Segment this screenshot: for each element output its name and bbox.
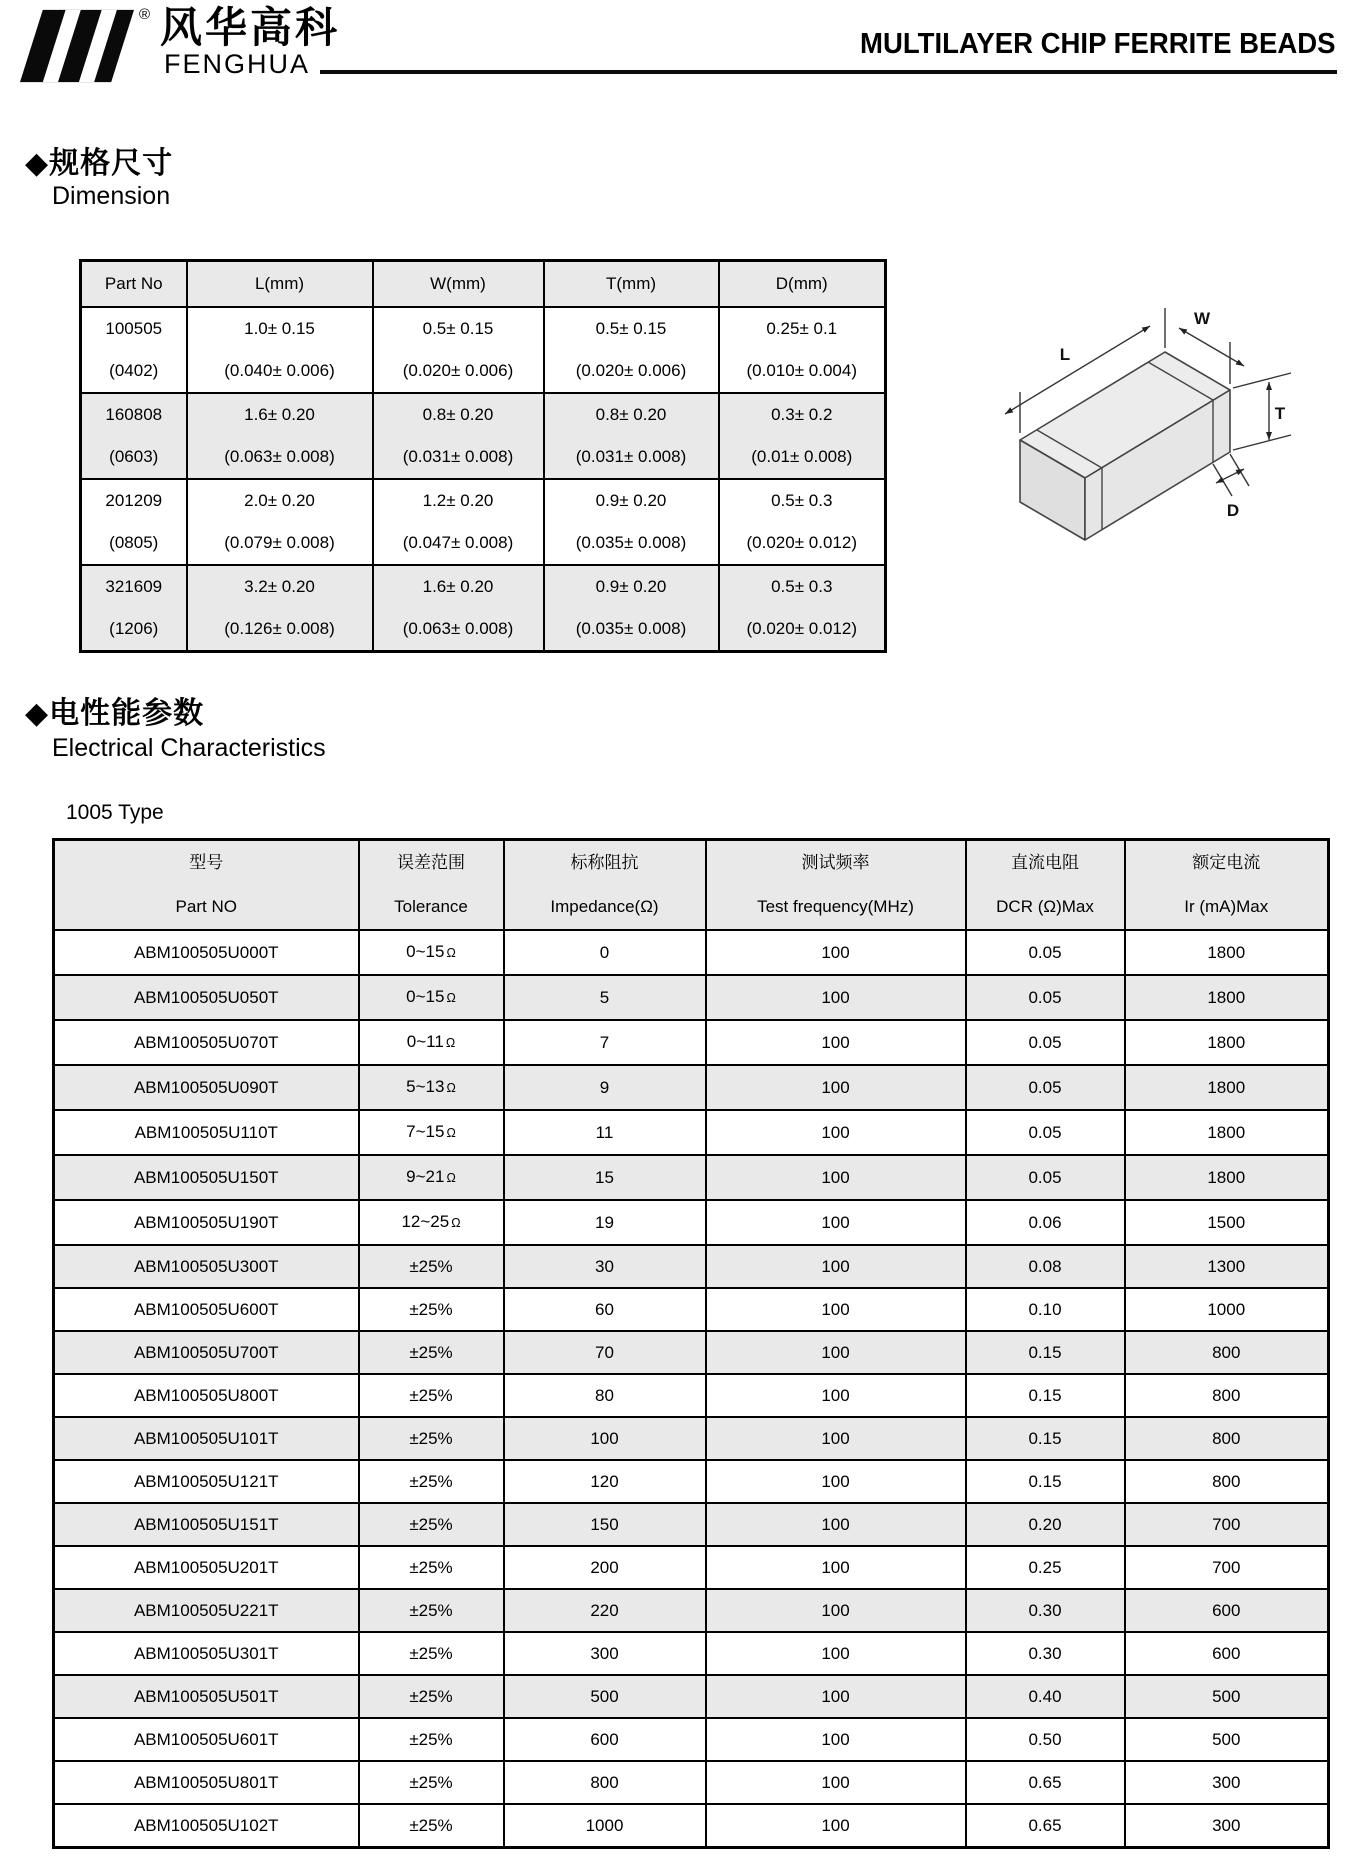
ir-cell: 1300: [1125, 1245, 1329, 1288]
test-frequency-cell: 100: [706, 975, 966, 1020]
diagram-label-w: W: [1193, 309, 1211, 328]
elec-table-row: [54, 1110, 1329, 1155]
elec-table-row: [54, 975, 1329, 1020]
ir-cell: 700: [1125, 1546, 1329, 1589]
cell-line: 321609: [105, 577, 163, 596]
section-heading-dimension-en: Dimension: [52, 182, 171, 210]
tolerance-cell: 0~15 Ω: [359, 975, 504, 1020]
header-label-en: Part NO: [175, 897, 237, 916]
tolerance-cell: ±25%: [359, 1675, 504, 1718]
dcr-cell: 0.06: [966, 1200, 1125, 1245]
dcr-cell: 0.05: [966, 1155, 1125, 1200]
cell-line: (0.063± 0.008): [224, 447, 335, 466]
cell-line: 1.6± 0.20: [422, 577, 494, 596]
t-cell: [544, 307, 719, 393]
elec-column-header: [706, 840, 966, 931]
impedance-cell: 800: [504, 1761, 706, 1804]
tolerance-cell: ±25%: [359, 1288, 504, 1331]
test-frequency-cell: 100: [706, 1417, 966, 1460]
cell-line: (0.079± 0.008): [224, 533, 335, 552]
fenghua-logo-icon: [18, 8, 136, 84]
dimension-table-row: [81, 565, 886, 652]
tolerance-cell: ±25%: [359, 1245, 504, 1288]
cell-line: (1206): [109, 619, 159, 638]
omega-symbol: Ω: [446, 1171, 456, 1185]
dcr-cell: 0.65: [966, 1804, 1125, 1848]
cell-line: (0805): [109, 533, 159, 552]
elec-table-row: [54, 1155, 1329, 1200]
t-cell: [544, 479, 719, 565]
part-no-cell: ABM100505U000T: [54, 930, 359, 975]
impedance-cell: 80: [504, 1374, 706, 1417]
tolerance-cell: 7~15 Ω: [359, 1110, 504, 1155]
dimension-table-row: [81, 479, 886, 565]
part-no-cell: ABM100505U150T: [54, 1155, 359, 1200]
cell-line: 1.6± 0.20: [244, 405, 315, 424]
ir-cell: 700: [1125, 1503, 1329, 1546]
dcr-cell: 0.30: [966, 1632, 1125, 1675]
cell-line: 0.5± 0.3: [771, 577, 833, 596]
omega-symbol: Ω: [446, 1081, 456, 1095]
impedance-cell: 200: [504, 1546, 706, 1589]
impedance-cell: 11: [504, 1110, 706, 1155]
elec-table-row: [54, 1761, 1329, 1804]
part-no-cell: ABM100505U151T: [54, 1503, 359, 1546]
impedance-cell: 300: [504, 1632, 706, 1675]
test-frequency-cell: 100: [706, 1288, 966, 1331]
ir-cell: 1800: [1125, 1155, 1329, 1200]
dcr-cell: 0.10: [966, 1288, 1125, 1331]
elec-column-header: [504, 840, 706, 931]
impedance-cell: 70: [504, 1331, 706, 1374]
ir-cell: 800: [1125, 1460, 1329, 1503]
elec-table-row: [54, 1632, 1329, 1675]
impedance-cell: 60: [504, 1288, 706, 1331]
cell-line: (0.035± 0.008): [575, 533, 687, 552]
tolerance-cell: ±25%: [359, 1589, 504, 1632]
elec-table-row: [54, 1288, 1329, 1331]
section-heading-electrical-cn: ◆电性能参数: [25, 697, 205, 730]
dimension-column-header: T(mm): [544, 261, 719, 308]
section-heading-electrical-en: Electrical Characteristics: [52, 734, 326, 762]
cell-line: (0.047± 0.008): [402, 533, 514, 552]
elec-table-row: [54, 1245, 1329, 1288]
part-no-cell: ABM100505U190T: [54, 1200, 359, 1245]
ir-cell: 800: [1125, 1331, 1329, 1374]
dcr-cell: 0.05: [966, 1110, 1125, 1155]
test-frequency-cell: 100: [706, 1200, 966, 1245]
elec-table-row: [54, 1589, 1329, 1632]
ir-cell: 1800: [1125, 1065, 1329, 1110]
omega-symbol: Ω: [451, 1216, 461, 1230]
cell-line: 3.2± 0.20: [244, 577, 315, 596]
part-no-cell: [81, 565, 187, 652]
impedance-cell: 0: [504, 930, 706, 975]
part-no-cell: ABM100505U090T: [54, 1065, 359, 1110]
cell-line: 1.2± 0.20: [422, 491, 494, 510]
impedance-cell: 15: [504, 1155, 706, 1200]
part-no-cell: ABM100505U800T: [54, 1374, 359, 1417]
part-no-cell: ABM100505U102T: [54, 1804, 359, 1848]
cell-line: 2.0± 0.20: [244, 491, 315, 510]
header-label-en: Test frequency(MHz): [757, 897, 914, 916]
impedance-cell: 220: [504, 1589, 706, 1632]
part-no-cell: ABM100505U221T: [54, 1589, 359, 1632]
elec-table-row: [54, 930, 1329, 975]
test-frequency-cell: 100: [706, 1589, 966, 1632]
electrical-table-header-row: [54, 840, 1329, 931]
test-frequency-cell: 100: [706, 1761, 966, 1804]
dimension-column-header: D(mm): [719, 261, 886, 308]
ir-cell: 800: [1125, 1374, 1329, 1417]
impedance-cell: 600: [504, 1718, 706, 1761]
dcr-cell: 0.05: [966, 1020, 1125, 1065]
elec-table-row: [54, 1374, 1329, 1417]
part-no-cell: ABM100505U301T: [54, 1632, 359, 1675]
dcr-cell: 0.15: [966, 1460, 1125, 1503]
ir-cell: 1500: [1125, 1200, 1329, 1245]
tolerance-cell: 12~25 Ω: [359, 1200, 504, 1245]
diagram-label-l: L: [1059, 345, 1071, 364]
cell-line: (0.031± 0.008): [402, 447, 514, 466]
cell-line: (0.020± 0.006): [402, 361, 514, 380]
dcr-cell: 0.20: [966, 1503, 1125, 1546]
elec-table-row: [54, 1417, 1329, 1460]
ir-cell: 600: [1125, 1589, 1329, 1632]
cell-line: 0.5± 0.15: [595, 319, 667, 338]
tolerance-cell: ±25%: [359, 1460, 504, 1503]
cell-line: (0603): [109, 447, 159, 466]
tolerance-cell: 0~11 Ω: [359, 1020, 504, 1065]
d-cell: [719, 565, 886, 652]
part-no-cell: ABM100505U070T: [54, 1020, 359, 1065]
t-cell: [544, 393, 719, 479]
impedance-cell: 100: [504, 1417, 706, 1460]
impedance-cell: 1000: [504, 1804, 706, 1848]
w-cell: [373, 565, 544, 652]
impedance-cell: 7: [504, 1020, 706, 1065]
test-frequency-cell: 100: [706, 1503, 966, 1546]
test-frequency-cell: 100: [706, 1632, 966, 1675]
tolerance-cell: ±25%: [359, 1417, 504, 1460]
ir-cell: 1800: [1125, 1110, 1329, 1155]
cell-line: 201209: [105, 491, 163, 510]
w-cell: [373, 479, 544, 565]
part-no-cell: ABM100505U300T: [54, 1245, 359, 1288]
ir-cell: 500: [1125, 1675, 1329, 1718]
part-no-cell: ABM100505U201T: [54, 1546, 359, 1589]
elec-column-header: [966, 840, 1125, 931]
l-cell: [187, 307, 373, 393]
dcr-cell: 0.15: [966, 1374, 1125, 1417]
part-no-cell: ABM100505U700T: [54, 1331, 359, 1374]
part-no-cell: ABM100505U121T: [54, 1460, 359, 1503]
test-frequency-cell: 100: [706, 1245, 966, 1288]
header-label-cn: 直流电阻: [1011, 853, 1079, 872]
elec-table-row: [54, 1460, 1329, 1503]
impedance-cell: 150: [504, 1503, 706, 1546]
dimension-column-header: W(mm): [373, 261, 544, 308]
dimension-column-header: L(mm): [187, 261, 373, 308]
document-title: MULTILAYER CHIP FERRITE BEADS: [860, 28, 1336, 60]
registered-trademark-icon: ®: [139, 6, 151, 23]
test-frequency-cell: 100: [706, 1460, 966, 1503]
cell-line: 0.5± 0.15: [422, 319, 494, 338]
header-label-cn: 测试频率: [801, 853, 870, 872]
dcr-cell: 0.05: [966, 975, 1125, 1020]
test-frequency-cell: 100: [706, 1331, 966, 1374]
dimension-column-header: Part No: [81, 261, 187, 308]
header-label-cn: 额定电流: [1192, 853, 1261, 872]
dcr-cell: 0.30: [966, 1589, 1125, 1632]
test-frequency-cell: 100: [706, 1020, 966, 1065]
test-frequency-cell: 100: [706, 1718, 966, 1761]
part-no-cell: ABM100505U110T: [54, 1110, 359, 1155]
w-cell: [373, 393, 544, 479]
ir-cell: 1000: [1125, 1288, 1329, 1331]
header-label-cn: 误差范围: [397, 853, 465, 872]
ir-cell: 500: [1125, 1718, 1329, 1761]
section-heading-dimension-cn: ◆规格尺寸: [25, 147, 174, 180]
t-cell: [544, 565, 719, 652]
test-frequency-cell: 100: [706, 1374, 966, 1417]
ir-cell: 600: [1125, 1632, 1329, 1675]
header-label-en: DCR (Ω)Max: [996, 897, 1094, 916]
test-frequency-cell: 100: [706, 1155, 966, 1200]
elec-table-row: [54, 1718, 1329, 1761]
dimension-table: [79, 259, 887, 653]
elec-table-row: [54, 1331, 1329, 1374]
part-no-cell: ABM100505U601T: [54, 1718, 359, 1761]
elec-table-row: [54, 1200, 1329, 1245]
cell-line: (0.01± 0.008): [751, 447, 853, 466]
elec-table-row: [54, 1675, 1329, 1718]
elec-column-header: [54, 840, 359, 931]
elec-table-row: [54, 1065, 1329, 1110]
ir-cell: 1800: [1125, 930, 1329, 975]
elec-column-header: [1125, 840, 1329, 931]
header-label-cn: 型号: [189, 853, 224, 872]
impedance-cell: 19: [504, 1200, 706, 1245]
cell-line: 0.3± 0.2: [771, 405, 833, 424]
omega-symbol: Ω: [446, 1126, 456, 1140]
omega-symbol: Ω: [446, 991, 456, 1005]
ir-cell: 300: [1125, 1761, 1329, 1804]
d-cell: [719, 307, 886, 393]
part-no-cell: ABM100505U801T: [54, 1761, 359, 1804]
d-cell: [719, 393, 886, 479]
cell-line: 0.5± 0.3: [771, 491, 833, 510]
cell-line: (0.063± 0.008): [402, 619, 514, 638]
header-divider: [320, 70, 1337, 74]
cell-line: (0.020± 0.012): [746, 619, 857, 638]
dcr-cell: 0.25: [966, 1546, 1125, 1589]
cell-line: (0.126± 0.008): [224, 619, 335, 638]
impedance-cell: 5: [504, 975, 706, 1020]
impedance-cell: 500: [504, 1675, 706, 1718]
cell-line: (0.035± 0.008): [575, 619, 687, 638]
part-no-cell: [81, 393, 187, 479]
part-no-cell: ABM100505U501T: [54, 1675, 359, 1718]
omega-symbol: Ω: [445, 1036, 456, 1050]
part-no-cell: [81, 479, 187, 565]
cell-line: (0.010± 0.004): [746, 361, 857, 380]
ir-cell: 300: [1125, 1804, 1329, 1848]
dcr-cell: 0.15: [966, 1417, 1125, 1460]
tolerance-cell: 0~15 Ω: [359, 930, 504, 975]
impedance-cell: 120: [504, 1460, 706, 1503]
dimension-table-header-row: [81, 261, 886, 308]
cell-line: 0.8± 0.20: [422, 405, 494, 424]
test-frequency-cell: 100: [706, 930, 966, 975]
cell-line: (0.020± 0.012): [746, 533, 857, 552]
ir-cell: 1800: [1125, 975, 1329, 1020]
cell-line: 0.9± 0.20: [595, 491, 667, 510]
diagram-label-d: D: [1226, 501, 1240, 520]
part-no-cell: ABM100505U050T: [54, 975, 359, 1020]
type-label: 1005 Type: [66, 801, 164, 824]
elec-table-row: [54, 1546, 1329, 1589]
omega-symbol: Ω: [446, 946, 456, 960]
tolerance-cell: ±25%: [359, 1546, 504, 1589]
diagram-label-t: T: [1274, 404, 1286, 423]
l-cell: [187, 479, 373, 565]
cell-line: (0.031± 0.008): [575, 447, 687, 466]
impedance-cell: 30: [504, 1245, 706, 1288]
tolerance-cell: ±25%: [359, 1331, 504, 1374]
logo-chinese-name: 风华高科: [160, 4, 341, 51]
header-label-cn: 标称阻抗: [570, 853, 639, 872]
cell-line: 100505: [105, 319, 163, 338]
cell-line: (0.040± 0.006): [224, 361, 335, 380]
elec-table-row: [54, 1020, 1329, 1065]
w-cell: [373, 307, 544, 393]
header-label-en: Ir (mA)Max: [1184, 897, 1269, 916]
logo-english-name: FENGHUA: [164, 49, 311, 79]
cell-line: 0.9± 0.20: [595, 577, 667, 596]
impedance-cell: 9: [504, 1065, 706, 1110]
dcr-cell: 0.08: [966, 1245, 1125, 1288]
cell-line: 0.25± 0.1: [766, 319, 838, 338]
tolerance-cell: ±25%: [359, 1503, 504, 1546]
tolerance-cell: ±25%: [359, 1761, 504, 1804]
cell-line: 160808: [105, 405, 163, 424]
ir-cell: 800: [1125, 1417, 1329, 1460]
test-frequency-cell: 100: [706, 1110, 966, 1155]
dimension-table-row: [81, 393, 886, 479]
tolerance-cell: 9~21 Ω: [359, 1155, 504, 1200]
elec-table-row: [54, 1804, 1329, 1848]
tolerance-cell: ±25%: [359, 1632, 504, 1675]
part-no-cell: [81, 307, 187, 393]
chip-dimension-diagram: [995, 280, 1305, 580]
cell-line: (0402): [109, 361, 159, 380]
test-frequency-cell: 100: [706, 1065, 966, 1110]
elec-column-header: [359, 840, 504, 931]
dcr-cell: 0.40: [966, 1675, 1125, 1718]
tolerance-cell: 5~13 Ω: [359, 1065, 504, 1110]
elec-table-row: [54, 1503, 1329, 1546]
cell-line: 1.0± 0.15: [244, 319, 315, 338]
part-no-cell: ABM100505U600T: [54, 1288, 359, 1331]
header-label-en: Tolerance: [394, 897, 468, 916]
test-frequency-cell: 100: [706, 1804, 966, 1848]
cell-line: 0.8± 0.20: [595, 405, 667, 424]
dcr-cell: 0.05: [966, 930, 1125, 975]
ir-cell: 1800: [1125, 1020, 1329, 1065]
test-frequency-cell: 100: [706, 1546, 966, 1589]
electrical-characteristics-table: [52, 838, 1330, 1849]
part-no-cell: ABM100505U101T: [54, 1417, 359, 1460]
dcr-cell: 0.05: [966, 1065, 1125, 1110]
tolerance-cell: ±25%: [359, 1804, 504, 1848]
dimension-table-row: [81, 307, 886, 393]
dcr-cell: 0.65: [966, 1761, 1125, 1804]
tolerance-cell: ±25%: [359, 1718, 504, 1761]
l-cell: [187, 565, 373, 652]
d-cell: [719, 479, 886, 565]
l-cell: [187, 393, 373, 479]
header-label-en: Impedance(Ω): [550, 897, 659, 916]
cell-line: (0.020± 0.006): [575, 361, 687, 380]
tolerance-cell: ±25%: [359, 1374, 504, 1417]
dcr-cell: 0.50: [966, 1718, 1125, 1761]
dcr-cell: 0.15: [966, 1331, 1125, 1374]
test-frequency-cell: 100: [706, 1675, 966, 1718]
